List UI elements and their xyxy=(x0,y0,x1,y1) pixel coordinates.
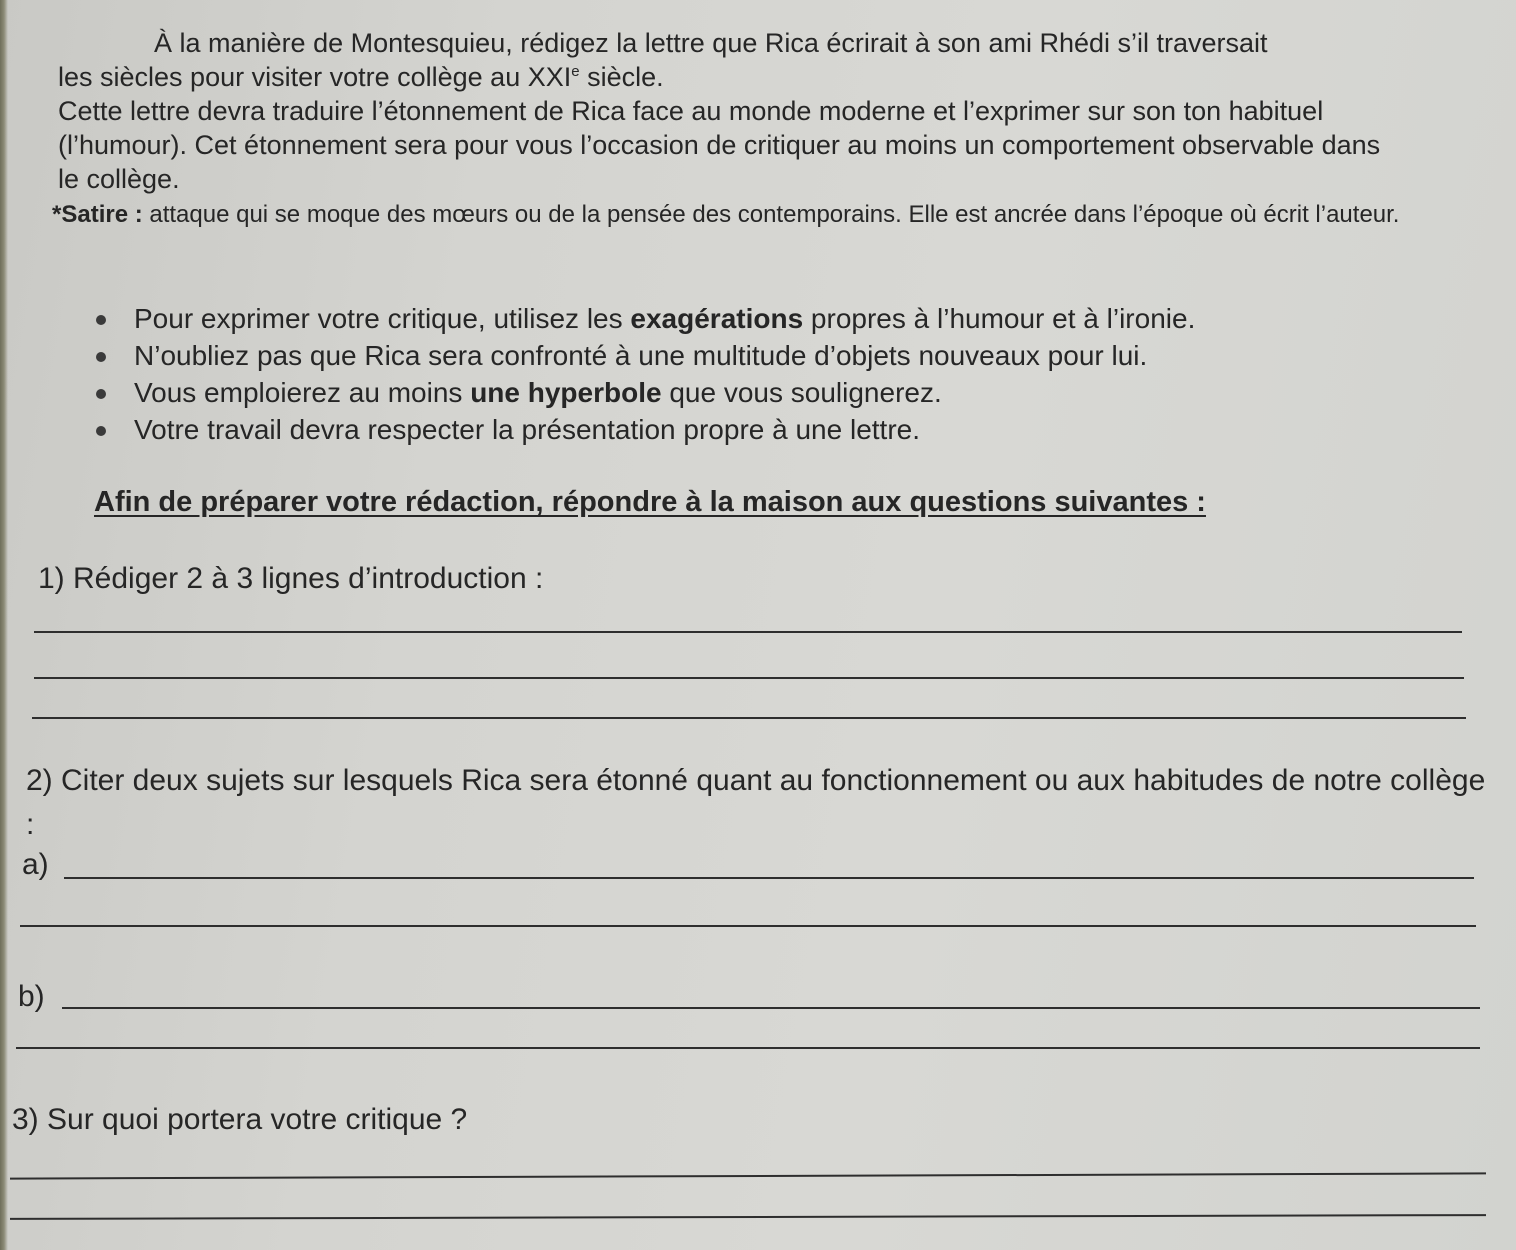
answer-line-2a-2[interactable] xyxy=(20,925,1476,927)
bullet-icon xyxy=(96,315,106,325)
century-superscript: e xyxy=(571,63,580,80)
bullet-icon xyxy=(96,352,106,362)
list-item: Pour exprimer votre critique, utilisez les exagérations propres à l’humour et à l’ironie. xyxy=(92,300,1195,337)
guidelines-list xyxy=(92,300,1195,448)
question-3: 3) Sur quoi portera votre critique ? xyxy=(12,1103,468,1136)
assignment-instructions xyxy=(58,26,1478,196)
answer-line-1-1[interactable] xyxy=(34,631,1462,633)
answer-line-3-1[interactable] xyxy=(10,1172,1486,1179)
answer-line-2b-1[interactable] xyxy=(62,1007,1480,1009)
answer-line-1-2[interactable] xyxy=(34,677,1464,679)
page-edge-shadow xyxy=(0,0,8,1250)
questions-heading: Afin de préparer votre rédaction, répondre à la maison aux questions suivantes : xyxy=(94,486,1206,518)
list-item: N’oubliez pas que Rica sera confronté à une multitude d’objets nouveaux pour lui. xyxy=(92,337,1195,374)
question-2a-label: a) xyxy=(22,848,49,881)
question-2b-label: b) xyxy=(18,980,45,1013)
answer-line-2a-1[interactable] xyxy=(64,877,1474,879)
instruction-line-2 xyxy=(58,60,1478,94)
instruction-line-2-text: les siècles pour visiter votre collège au XXI xyxy=(58,62,572,92)
bullet-icon xyxy=(96,389,106,399)
bullet-icon xyxy=(96,426,106,436)
answer-line-2b-2[interactable] xyxy=(16,1047,1480,1049)
satire-definition-text: attaque qui se moque des mœurs ou de la pensée des contemporains. Elle est ancrée dans l’époque où écrit l’auteur. xyxy=(142,201,1400,228)
question-1: 1) Rédiger 2 à 3 lignes d’introduction : xyxy=(38,562,544,595)
satire-term: *Satire : xyxy=(52,201,143,228)
instruction-line-1: À la manière de Montesquieu, rédigez la lettre que Rica écrirait à son ami Rhédi s’il traversait xyxy=(154,28,1268,58)
question-2: 2) Citer deux sujets sur lesquels Rica sera étonné quant au fonctionnement ou aux habitudes de notre collège : xyxy=(26,764,1486,841)
instruction-line-2-end: siècle. xyxy=(579,62,664,92)
answer-line-1-3[interactable] xyxy=(32,717,1466,719)
list-item: Votre travail devra respecter la présentation propre à une lettre. xyxy=(92,411,1195,448)
answer-line-3-2[interactable] xyxy=(10,1214,1486,1220)
satire-definition xyxy=(52,199,1472,231)
instruction-paragraph-2: Cette lettre devra traduire l’étonnement de Rica face au monde moderne et l’exprimer sur son ton habituel (l’humour). Cet étonnement sera pour vous l’occasion de critiquer au moins un comportement observable dans le collège. xyxy=(58,96,1381,194)
list-item: Vous emploierez au moins une hyperbole que vous soulignerez. xyxy=(92,374,1195,411)
